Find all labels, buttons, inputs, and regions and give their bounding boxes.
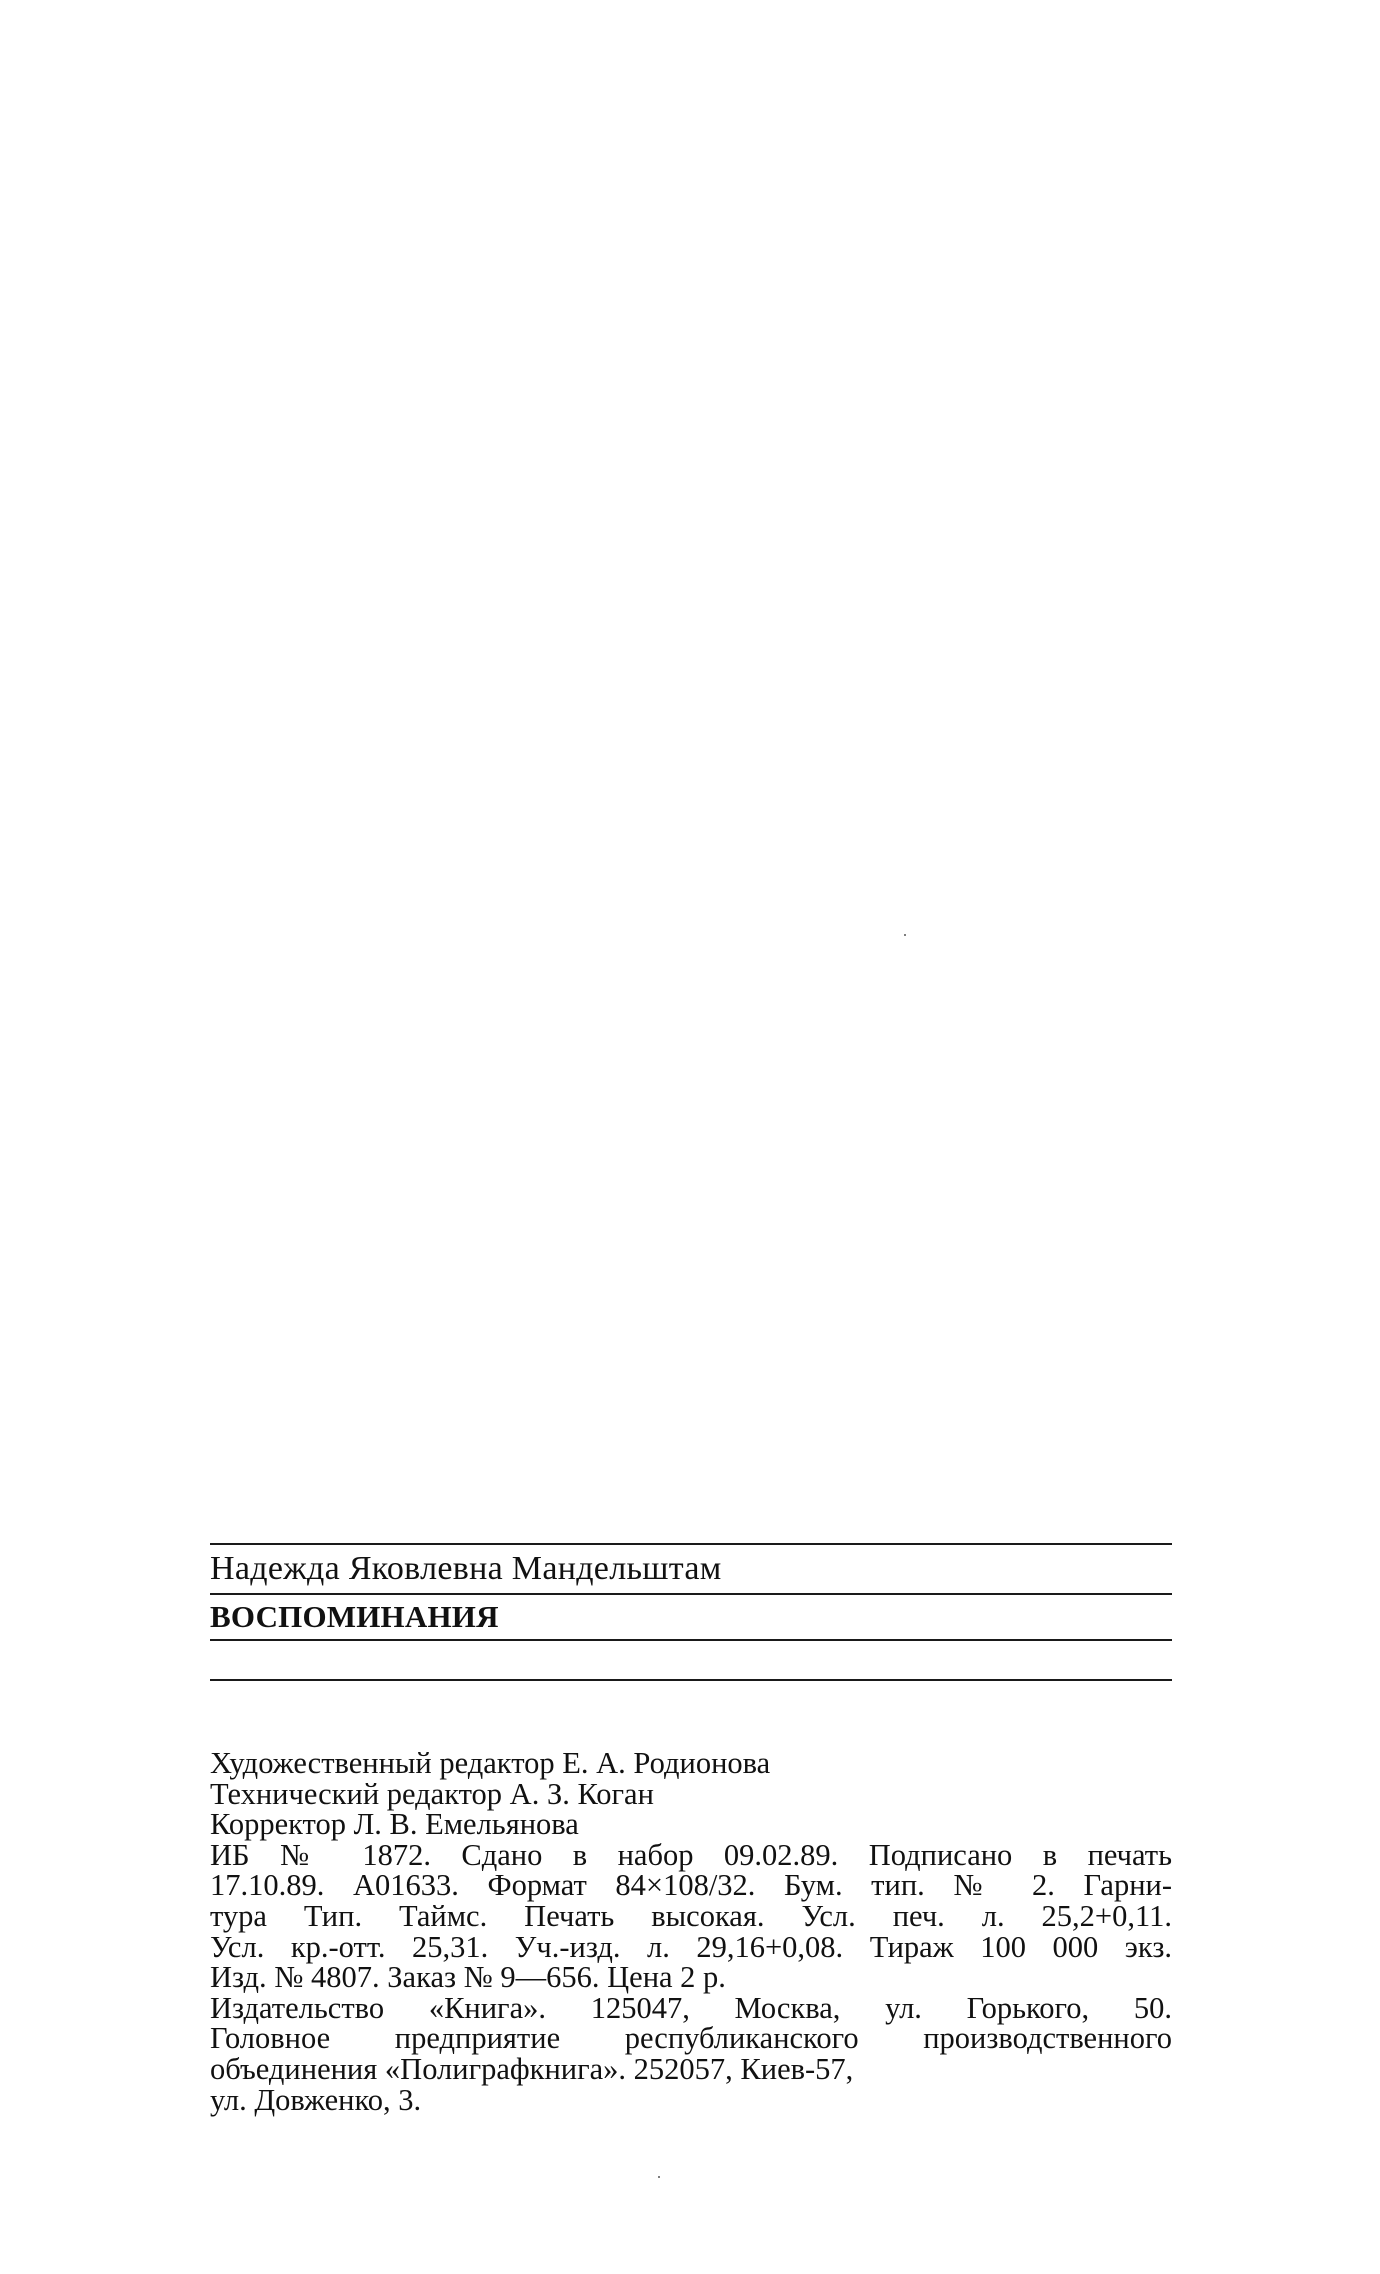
credit-tech-editor: Технический редактор А. З. Коган [210, 1776, 654, 1811]
printer-address: ул. Довженко, 3. [210, 2082, 422, 2117]
credit-art-editor: Художественный редактор Е. А. Родионова [210, 1746, 771, 1780]
book-title: ВОСПОМИНАНИЯ [210, 1599, 499, 1634]
rule-bottom [210, 1679, 1172, 1681]
imprint-block [210, 1543, 1172, 1681]
pub-detail-line: 17.10.89. А01633. Формат 84×108/32. Бум. тип. № 2. Гарни- [210, 1868, 1172, 1903]
pub-detail-line: ИБ № 1872. Сдано в набор 09.02.89. Подписано в печать [210, 1837, 1172, 1872]
printer-line: Головное предприятие республиканского производственного [210, 2021, 1172, 2056]
author-name: Надежда Яковлевна Мандельштам [210, 1550, 722, 1587]
printer-line: объединения «Полиграфкнига». 252057, Киев-57, [210, 2051, 854, 2086]
credit-proofreader: Корректор Л. В. Емельянова [210, 1807, 579, 1842]
dust-speck [658, 2176, 660, 2178]
empty-field [210, 1641, 1172, 1679]
dust-speck [904, 934, 906, 936]
pub-detail-line: Изд. № 4807. Заказ № 9—656. Цена 2 р. [210, 1960, 726, 1995]
pub-detail-line: Усл. кр.-отт. 25,31. Уч.-изд. л. 29,16+0,08. Тираж 100 000 экз. [210, 1929, 1172, 1964]
publisher-line: Издательство «Книга». 125047, Москва, ул. Горького, 50. [210, 1990, 1172, 2025]
pub-detail-line: тура Тип. Таймс. Печать высокая. Усл. печ. л. 25,2+0,11. [210, 1898, 1172, 1933]
colophon [210, 1748, 1172, 2115]
